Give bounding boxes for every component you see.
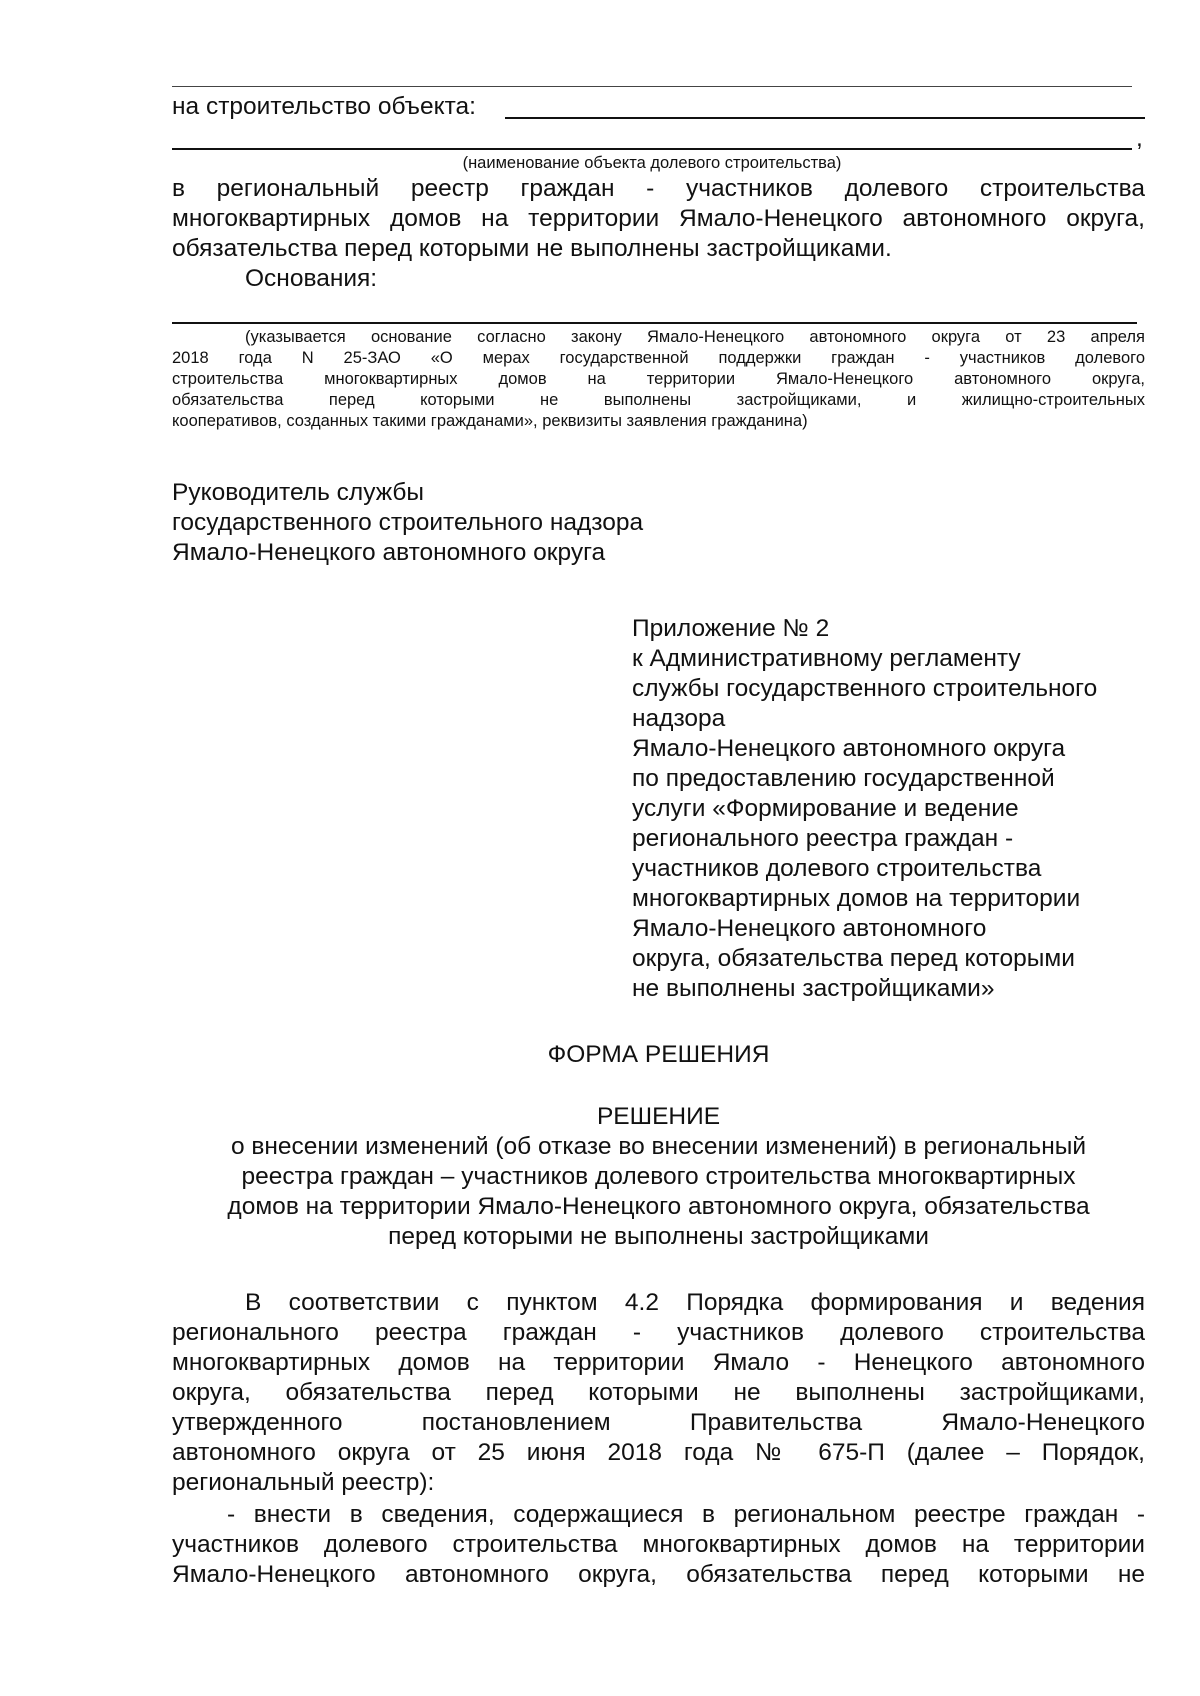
appendix-line: службы государственного строительного	[632, 675, 1098, 702]
registry-line: обязательства перед которыми не выполнены застройщиками.	[172, 235, 892, 262]
body-line: округа, обязательства перед которыми не выполнены застройщиками,	[172, 1379, 1145, 1406]
registry-line: многоквартирных домов на территории Ямало-Ненецкого автономного округа,	[172, 205, 1145, 232]
signature-block	[172, 478, 643, 568]
object-name-line	[172, 148, 1132, 150]
grounds-label: Основания:	[245, 265, 378, 292]
object-label: на строительство объекта:	[172, 93, 476, 120]
decision-subtitle-line: перед которыми не выполнены застройщиками	[388, 1223, 929, 1250]
appendix-line: Ямало-Ненецкого автономного	[632, 915, 987, 942]
body-paragraph-1	[172, 1288, 1145, 1498]
appendix-line: услуги «Формирование и ведение	[632, 795, 1019, 822]
grounds-caption-line: строительства многоквартирных домов на территории Ямало-Ненецкого автономного округа,	[172, 370, 1145, 388]
registry-paragraph	[172, 174, 1145, 264]
body-line: многоквартирных домов на территории Ямало - Ненецкого автономного	[172, 1349, 1145, 1376]
body-line: Ямало-Ненецкого автономного округа, обязательства перед которыми не	[172, 1561, 1145, 1588]
appendix-line: округа, обязательства перед которыми	[632, 945, 1075, 972]
decision-subtitle-line: реестра граждан – участников долевого строительства многоквартирных	[241, 1163, 1076, 1190]
appendix-line: регионального реестра граждан -	[632, 825, 1014, 852]
body-line: В соответствии с пунктом 4.2 Порядка формирования и ведения	[245, 1289, 1145, 1316]
object-fill-line	[505, 117, 1145, 119]
appendix-line: к Административному регламенту	[632, 645, 1021, 672]
grounds-caption	[172, 327, 1145, 432]
body-line: регионального реестра граждан - участников долевого строительства	[172, 1319, 1145, 1346]
body-line: региональный реестр):	[172, 1469, 435, 1496]
appendix-line: надзора	[632, 705, 726, 732]
decision-heading: РЕШЕНИЕ	[596, 1103, 721, 1130]
appendix-line: по предоставлению государственной	[632, 765, 1055, 792]
decision-subtitle-line: о внесении изменений (об отказе во внесении изменений) в региональный	[230, 1133, 1087, 1160]
body-line: участников долевого строительства многоквартирных домов на территории	[172, 1531, 1145, 1558]
appendix-line: Ямало-Ненецкого автономного округа	[632, 735, 1066, 762]
body-line: - внести в сведения, содержащиеся в региональном реестре граждан -	[227, 1501, 1145, 1528]
grounds-caption-line: 2018 года N 25-ЗАО «О мерах государственной поддержки граждан - участников долевого	[172, 349, 1145, 367]
form-title: ФОРМА РЕШЕНИЯ	[547, 1041, 770, 1068]
signature-line: Ямало-Ненецкого автономного округа	[172, 539, 606, 566]
top-rule	[172, 86, 1132, 87]
signature-line: Руководитель службы	[172, 479, 425, 506]
signature-line: государственного строительного надзора	[172, 509, 644, 536]
grounds-caption-line: кооперативов, созданных такими гражданами», реквизиты заявления гражданина)	[172, 412, 808, 430]
decision-title-block	[172, 1102, 1145, 1252]
grounds-caption-line: (указывается основание согласно закону Ямало-Ненецкого автономного округа от 23 апреля	[245, 328, 1145, 346]
body-line: утвержденного постановлением Правительства Ямало-Ненецкого	[172, 1409, 1145, 1436]
appendix-line: многоквартирных домов на территории	[632, 885, 1081, 912]
object-trailing-comma: ,	[1136, 125, 1143, 152]
appendix-line: участников долевого строительства	[632, 855, 1042, 882]
body-paragraph-2	[172, 1500, 1145, 1590]
registry-line: в региональный реестр граждан - участников долевого строительства	[172, 175, 1145, 202]
appendix-block	[632, 614, 1097, 1004]
grounds-caption-line: обязательства перед которыми не выполнены застройщиками, и жилищно-строительных	[172, 391, 1145, 409]
appendix-line: не выполнены застройщиками»	[632, 975, 995, 1002]
grounds-fill-line	[172, 322, 1137, 324]
decision-subtitle-line: домов на территории Ямало-Ненецкого автономного округа, обязательства	[227, 1193, 1090, 1220]
body-line: автономного округа от 25 июня 2018 года № 675-П (далее – Порядок,	[172, 1439, 1145, 1466]
appendix-line: Приложение № 2	[632, 615, 830, 642]
object-caption: (наименование объекта долевого строительства)	[462, 154, 842, 172]
